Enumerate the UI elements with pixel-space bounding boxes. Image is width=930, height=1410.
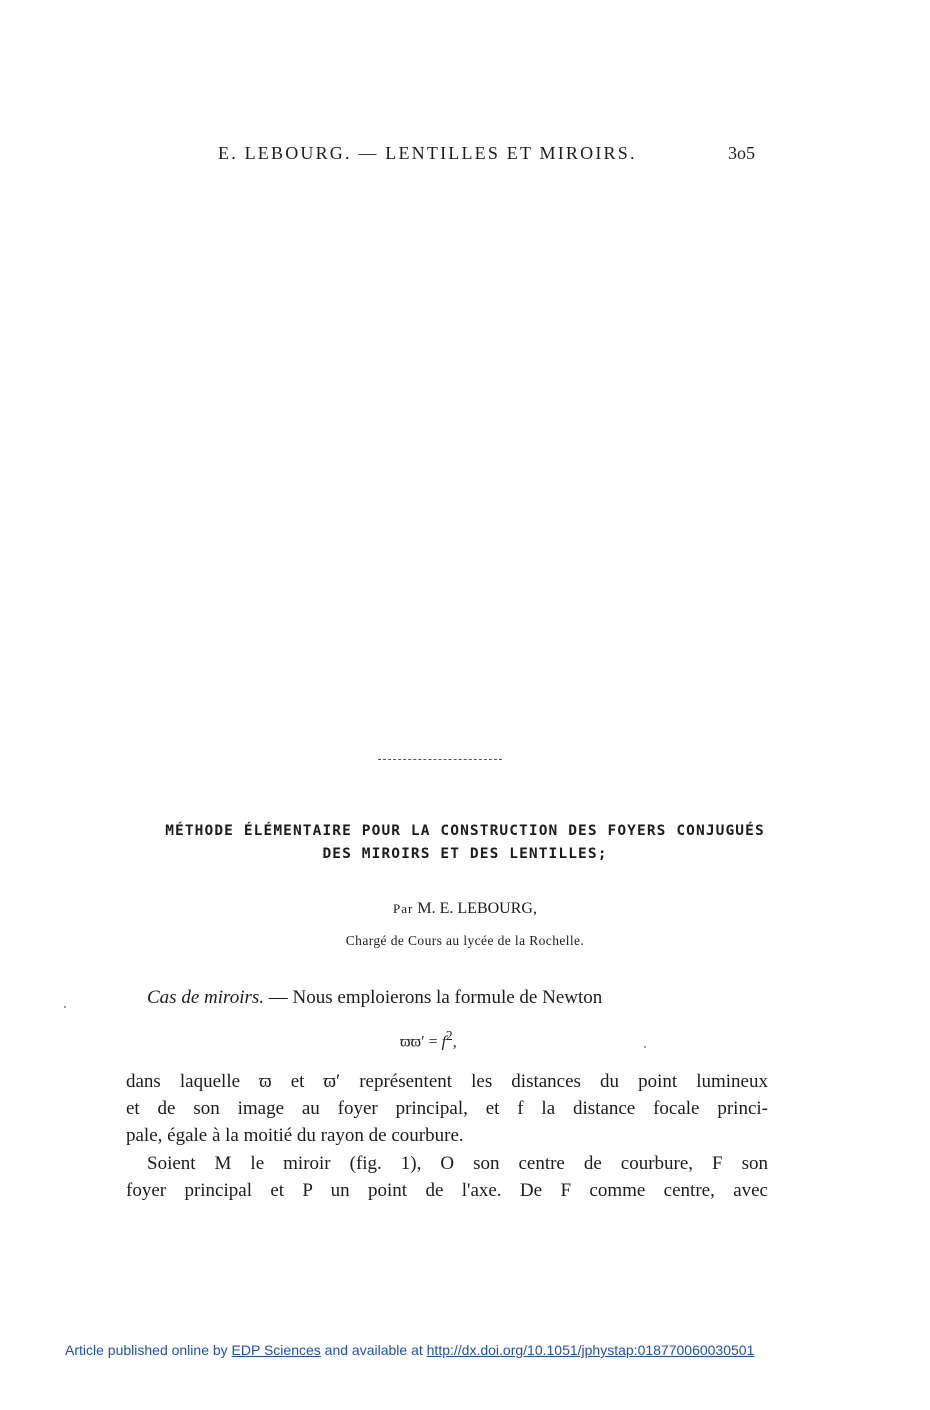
scan-speck <box>64 1006 66 1008</box>
doi-link[interactable]: http://dx.doi.org/10.1051/jphystap:018770060030501 <box>426 1342 755 1358</box>
article-title-line-2: DES MIROIRS ET DES LENTILLES; <box>322 846 608 862</box>
publication-footer <box>65 1342 754 1358</box>
running-header: E. LEBOURG. — LENTILLES ET MIROIRS. <box>218 143 637 163</box>
section-heading: Cas de miroirs. <box>147 987 265 1008</box>
byline-prefix: Par <box>393 901 414 916</box>
section-divider <box>378 759 502 760</box>
formula-left: ϖϖ′ = <box>400 1033 442 1051</box>
text-line: pale, égale à la moitié du rayon de courbure. <box>126 1125 464 1146</box>
byline <box>100 900 830 918</box>
text-line: dans laquelle ϖ et ϖ′ représentent les distances du point lumineux <box>126 1071 768 1092</box>
page-number: 3o5 <box>728 143 755 163</box>
formula-end: , <box>452 1033 457 1051</box>
newton-formula <box>400 1028 457 1051</box>
publisher-link[interactable]: EDP Sciences <box>231 1342 321 1358</box>
body-paragraph-2 <box>126 1150 768 1204</box>
author-affiliation: Chargé de Cours au lycée de la Rochelle. <box>345 933 585 948</box>
intro-paragraph <box>147 984 789 1011</box>
article-title-line-1: MÉTHODE ÉLÉMENTAIRE POUR LA CONSTRUCTION DES FOYERS CONJUGUÉS <box>165 823 765 839</box>
footer-middle: and available at <box>320 1342 427 1358</box>
intro-text: — Nous emploierons la formule de Newton <box>264 987 603 1008</box>
text-line: et de son image au foyer principal, et f la distance focale princi- <box>126 1098 768 1119</box>
text-line: Soient M le miroir (fig. 1), O son centre de courbure, F son <box>147 1153 768 1174</box>
text-line: foyer principal et P un point de l'axe. De F comme centre, avec <box>126 1180 768 1201</box>
scan-speck <box>644 1046 646 1048</box>
formula-variable: f <box>441 1033 447 1051</box>
formula-exponent: 2 <box>446 1028 453 1043</box>
byline-author: M. E. LEBOURG, <box>417 900 537 917</box>
body-paragraph-1 <box>126 1068 768 1149</box>
footer-prefix: Article published online by <box>65 1342 232 1358</box>
